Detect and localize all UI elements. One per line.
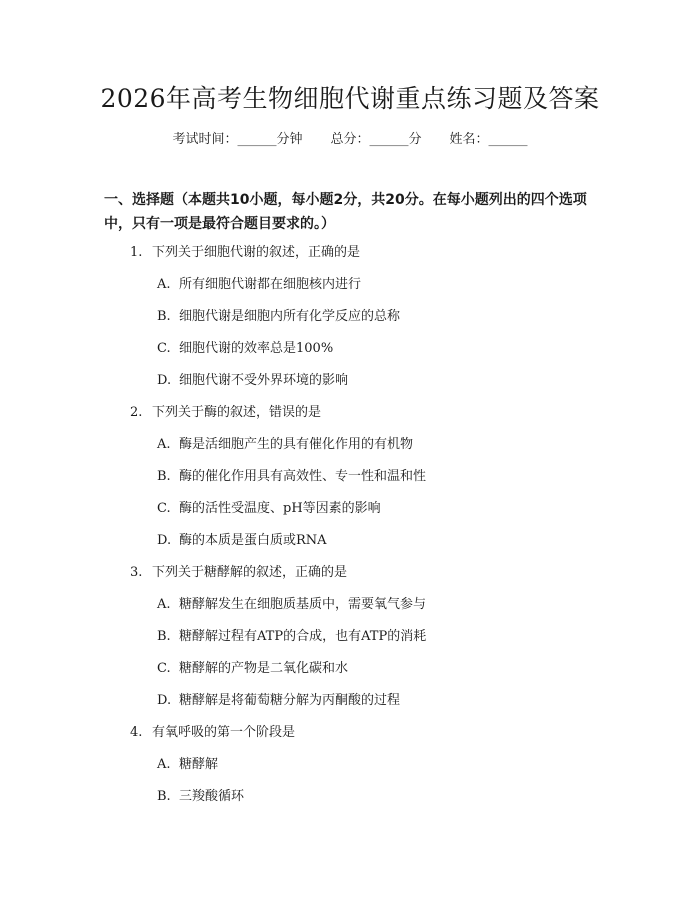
option-letter: B.: [157, 469, 171, 484]
question-3-option-c: [157, 660, 348, 678]
option-text: 酶的本质是蛋白质或RNA: [179, 533, 327, 548]
option-text: 糖酵解: [179, 757, 219, 772]
question-3: [130, 564, 347, 582]
question-2-option-a: [157, 436, 413, 454]
question-stem: 下列关于酶的叙述，错误的是: [152, 405, 322, 420]
question-1: [130, 244, 360, 262]
option-letter: D.: [157, 533, 172, 548]
question-2-option-d: [157, 532, 327, 550]
question-number: 3.: [130, 565, 143, 580]
option-letter: A.: [157, 277, 171, 292]
option-letter: B.: [157, 309, 171, 324]
question-2: [130, 404, 321, 422]
question-stem: 下列关于细胞代谢的叙述，正确的是: [152, 245, 361, 260]
option-letter: C.: [157, 501, 171, 516]
question-4: [130, 724, 295, 742]
option-text: 糖酵解的产物是二氧化碳和水: [179, 661, 349, 676]
option-letter: A.: [157, 757, 171, 772]
option-text: 酶的活性受温度、pH等因素的影响: [179, 501, 381, 516]
option-letter: C.: [157, 341, 171, 356]
option-letter: B.: [157, 629, 171, 644]
total-score-field: 总分：______分: [330, 132, 422, 147]
option-text: 细胞代谢的效率总是100%: [179, 341, 334, 356]
exam-time-field: 考试时间：______分钟: [172, 132, 303, 147]
question-3-option-b: [157, 628, 426, 646]
option-text: 所有细胞代谢都在细胞核内进行: [179, 277, 362, 292]
question-1-option-b: [157, 308, 400, 326]
option-letter: D.: [157, 693, 172, 708]
option-letter: A.: [157, 437, 171, 452]
option-text: 糖酵解是将葡萄糖分解为丙酮酸的过程: [179, 693, 401, 708]
question-2-option-c: [157, 500, 381, 518]
exam-info-line: [0, 131, 700, 149]
question-stem: 有氧呼吸的第一个阶段是: [152, 725, 296, 740]
option-text: 酶的催化作用具有高效性、专一性和温和性: [179, 469, 427, 484]
option-text: 细胞代谢是细胞内所有化学反应的总称: [179, 309, 401, 324]
question-number: 1.: [130, 245, 143, 260]
question-1-option-c: [157, 340, 333, 358]
option-letter: C.: [157, 661, 171, 676]
option-letter: B.: [157, 789, 171, 804]
question-1-option-a: [157, 276, 361, 294]
question-4-option-b: [157, 788, 244, 806]
question-4-option-a: [157, 756, 218, 774]
option-text: 三羧酸循环: [179, 789, 245, 804]
question-3-option-d: [157, 692, 400, 710]
question-stem: 下列关于糖酵解的叙述，正确的是: [152, 565, 348, 580]
option-text: 酶是活细胞产生的具有催化作用的有机物: [179, 437, 414, 452]
option-text: 糖酵解过程有ATP的合成，也有ATP的消耗: [179, 629, 427, 644]
document-title: 2026年高考生物细胞代谢重点练习题及答案: [100, 84, 600, 113]
question-number: 2.: [130, 405, 143, 420]
question-number: 4.: [130, 725, 143, 740]
option-text: 细胞代谢不受外界环境的影响: [179, 373, 349, 388]
student-name-field: 姓名：______: [449, 132, 528, 147]
question-3-option-a: [157, 596, 426, 614]
question-2-option-b: [157, 468, 426, 486]
option-letter: A.: [157, 597, 171, 612]
question-1-option-d: [157, 372, 348, 390]
option-text: 糖酵解发生在细胞质基质中，需要氧气参与: [179, 597, 427, 612]
section-heading: 一、选择题（本题共10小题，每小题2分，共20分。在每小题列出的四个选项中，只有一项是最符合题目要求的。）: [104, 192, 587, 232]
option-letter: D.: [157, 373, 172, 388]
